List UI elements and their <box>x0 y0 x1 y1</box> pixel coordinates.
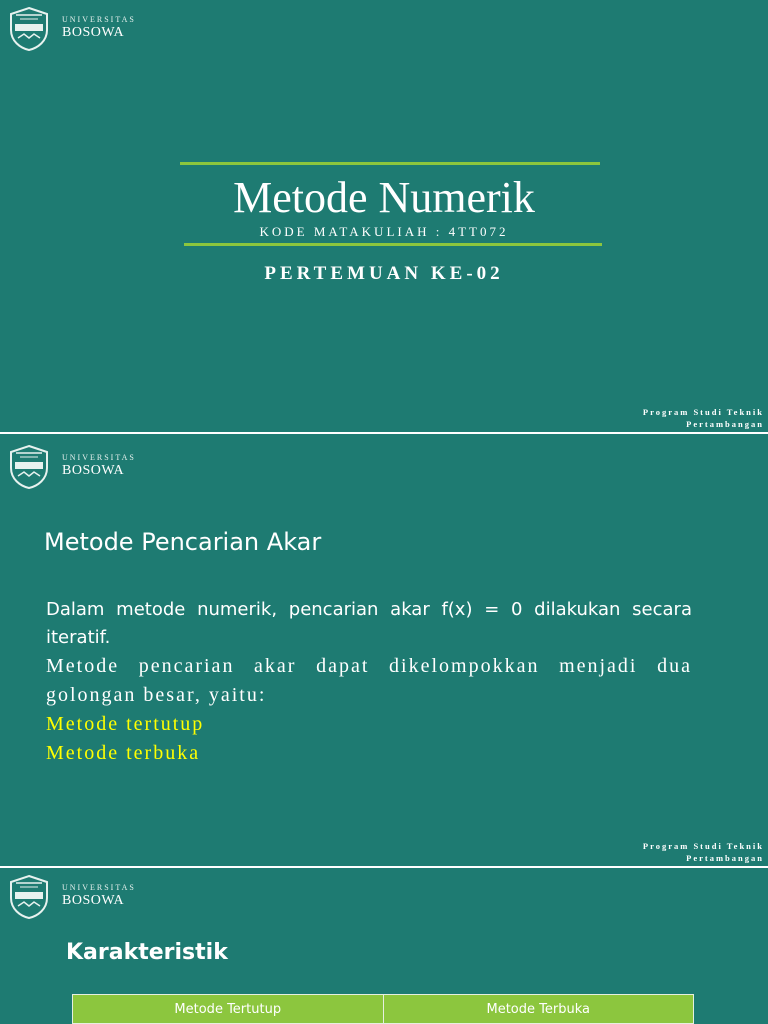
logo-name-text: BOSOWA <box>62 893 125 908</box>
paragraph-groups: Metode pencarian akar dapat dikelompokkan menjadi dua golongan besar, yaitu: <box>46 655 692 706</box>
logo-name-text: BOSOWA <box>62 463 125 478</box>
shield-icon <box>6 444 52 490</box>
logo-top-text: UNIVERSITAS <box>62 883 136 892</box>
shield-icon <box>6 6 52 52</box>
footer-line-2: Pertambangan <box>686 419 764 429</box>
slide-root-finding <box>0 434 768 866</box>
meeting-number: PERTEMUAN KE-02 <box>264 263 504 284</box>
section-heading: Karakteristik <box>66 940 228 965</box>
comparison-table-header <box>72 994 694 1024</box>
title-bottom-rule <box>184 243 602 246</box>
footer-line-1: Program Studi Teknik <box>642 841 764 851</box>
header-closed-method: Metode Tertutup <box>73 995 383 1023</box>
page-title: Metode Numerik <box>233 173 535 222</box>
slide-characteristics <box>0 868 768 1024</box>
logo-top-text: UNIVERSITAS <box>62 15 136 24</box>
course-code: KODE MATAKULIAH : 4TT072 <box>259 224 509 239</box>
university-logo <box>6 6 136 54</box>
footer-line-1: Program Studi Teknik <box>642 407 764 417</box>
method-open: Metode terbuka <box>46 742 201 764</box>
shield-icon <box>6 874 52 920</box>
paragraph-iterative: Dalam metode numerik, pencarian akar f(x) = 0 dilakukan secara iteratif. <box>46 599 692 648</box>
footer-line-2: Pertambangan <box>686 853 764 863</box>
university-logo <box>6 874 136 922</box>
method-closed: Metode tertutup <box>46 713 205 735</box>
section-heading: Metode Pencarian Akar <box>44 528 322 556</box>
header-open-method: Metode Terbuka <box>383 995 694 1023</box>
university-logo <box>6 444 136 492</box>
slide-title <box>0 0 768 432</box>
title-top-rule <box>180 162 600 165</box>
footer-program <box>643 840 764 864</box>
section-body <box>46 596 692 768</box>
logo-top-text: UNIVERSITAS <box>62 453 136 462</box>
logo-name-text: BOSOWA <box>62 25 125 40</box>
footer-program <box>643 406 764 430</box>
